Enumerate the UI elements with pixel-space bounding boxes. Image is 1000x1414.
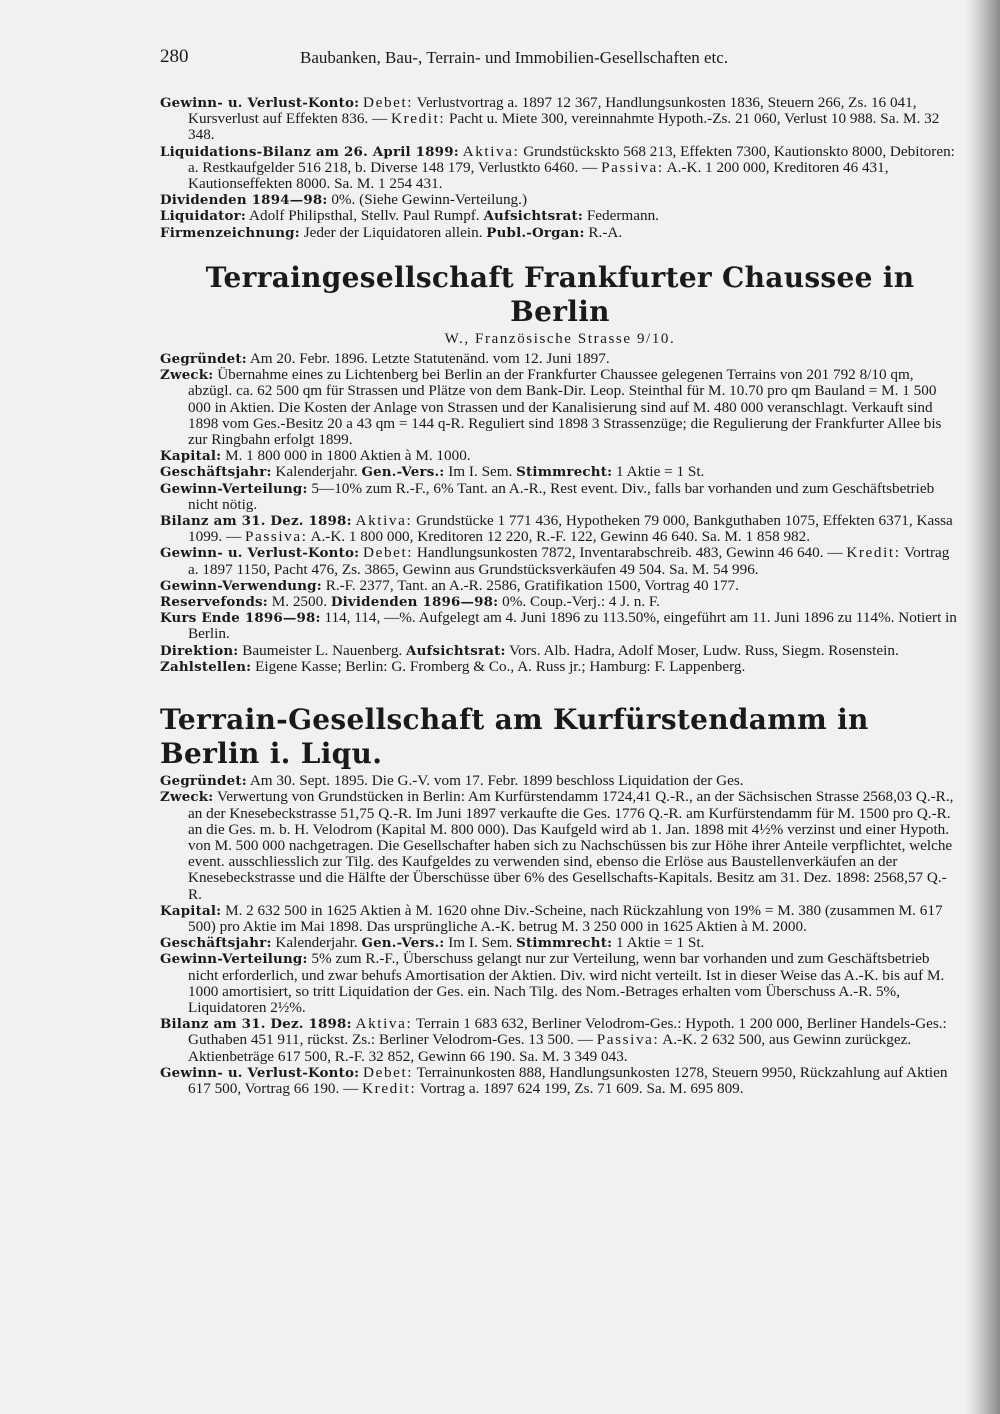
entry-dividenden: Dividenden 1894—98: 0%. (Siehe Gewinn-Verteilung.) bbox=[160, 191, 528, 209]
entry-kapital: Kapital: M. 1 800 000 in 1800 Aktien à M. 1000. bbox=[160, 447, 471, 465]
entry-zweck: Zweck: Verwertung von Grundstücken in Berlin: Am Kurfürstendamm 1724,41 Q.-R., an der Sächsischen Strasse 2568,03 Q.-R., an der Knesebeckstrasse 51,75 Q.-R. Im Juni 1897 verkaufte die Ges. 1776 Q.-R. am Kurfürstendamm für M. 1500 pro Q.-R. an die Ges. m. b. H. Velodrom (Kapital M. 800 000). Das Kaufgeld wird ab 1. Jan. 1898 mit 4½% verzinst und einer Hypoth. von M. 500 000 nachgetragen. Die Gesellschafter haben sich zu Nachschüssen bis zur Höhe ihrer Anteile verpflichtet, welche event. ausschliesslich zur Tilg. des Kaufgeldes zu verwenden sind, ebenso die Erlöse aus Baustellenverkäufen an der Knesebeckstrasse und die Hälfte der Überschüsse über 6% des Gesellschafts-Kapitals. Besitz am 31. Dez. 1898: 2568,57 Q.-R. bbox=[160, 788, 954, 903]
entry-liquidator: Liquidator: Adolf Philipsthal, Stellv. Paul Rumpf. Aufsichtsrat: Federmann. bbox=[160, 207, 659, 225]
entry-zweck: Zweck: Übernahme eines zu Lichtenberg bei Berlin an der Frankfurter Chaussee gelegenen Terrains von 201 792 8/10 qm, abzügl. ca. 62 500 qm für Strassen und Plätze von dem Bank-Dir. Leop. Steinthal für M. 10.70 pro qm Bauland = M. 1 500 000 in Aktien. Die Kosten der Anlage von Strassen und der Kanalisierung sind auf M. 480 000 veranschlagt. Verkauft sind 1898 vom Ges.-Besitz 20 a 43 qm = 144 q-R. Reguliert sind 1898 3 Strassenzüge; die Regulierung der Frankfurter Allee bis zur Ringbahn erfolgt 1899. bbox=[160, 366, 942, 449]
section-title: Terrain-Gesellschaft am Kurfürstendamm in Berlin i. Liqu. bbox=[160, 703, 869, 771]
entry-firmenzeichnung: Firmenzeichnung: Jeder der Liquidatoren allein. Publ.-Organ: R.-A. bbox=[160, 223, 623, 241]
section-address: W., Französische Strasse 9/10. bbox=[444, 330, 676, 347]
entry-kurs: Kurs Ende 1896—98: 114, 114, —%. Aufgelegt am 4. Juni 1896 zu 113.50%, eingeführt am 11. Juni 1896 zu 114%. Notiert in Berlin. bbox=[160, 609, 957, 643]
entry-geschaeftsjahr: Geschäftsjahr: Kalenderjahr. Gen.-Vers.: Im I. Sem. Stimmrecht: 1 Aktie = 1 St. bbox=[160, 934, 705, 952]
entry-gewinn-verteilung: Gewinn-Verteilung: 5% zum R.-F., Überschuss gelangt nur zur Verteilung, wenn bar vorhanden und zum Geschäftsbetrieb nicht erforderlich, und zwar behufs Amortisation der Aktien. Div. wird nicht verteilt. Ist in dieser Weise das A.-K. bis auf M. 1000 amortisiert, so tritt Liquidation der Ges. ein. Nach Tilg. des Nom.-Betrages erhalten vom Überschuss A.-R. 5%, Liquidatoren 2½%. bbox=[160, 950, 945, 1016]
entry-gegruendet: Gegründet: Am 30. Sept. 1895. Die G.-V. vom 17. Febr. 1899 beschloss Liquidation der Ges. bbox=[160, 772, 744, 790]
entry-gegruendet: Gegründet: Am 20. Febr. 1896. Letzte Statutenänd. vom 12. Juni 1897. bbox=[160, 350, 610, 368]
entry-bilanz: Bilanz am 31. Dez. 1898: Aktiva: Terrain 1 683 632, Berliner Velodrom-Ges.: Hypoth. 1 200 000, Berliner Handels-Ges.: Guthaben 451 911, rückst. Zs.: Berliner Velodrom-Ges. 13 500. — Passiva: A.-K. 2 632 500, aus Gewinn zurückgez. Aktienbeträge 617 500, R.-F. 32 852, Gewinn 66 190. Sa. M. 3 349 043. bbox=[160, 1015, 947, 1065]
section-continuation bbox=[160, 95, 960, 241]
entry-liquidations-bilanz: Liquidations-Bilanz am 26. April 1899: Aktiva: Grundstückskto 568 213, Effekten 7300, Kautionskto 8000, Debitoren: a. Restkaufgelder 516 218, b. Diverse 148 179, Verlustkto 6460. — Passiva: A.-K. 1 200 000, Kreditoren 46 431, Kautionseffekten 8000. Sa. M. 1 254 431. bbox=[160, 142, 955, 193]
entry-direktion: Direktion: Baumeister L. Nauenberg. Aufsichtsrat: Vors. Alb. Hadra, Adolf Moser, Ludw. Russ, Siegm. Rosenstein. bbox=[160, 641, 899, 659]
entry-geschaeftsjahr: Geschäftsjahr: Kalenderjahr. Gen.-Vers.: Im I. Sem. Stimmrecht: 1 Aktie = 1 St. bbox=[160, 463, 705, 481]
entry-gewinn-verwendung: Gewinn-Verwendung: R.-F. 2377, Tant. an A.-R. 2586, Gratifikation 1500, Vortrag 40 177. bbox=[160, 576, 739, 594]
section-title: Terraingesellschaft Frankfurter Chaussee in Berlin bbox=[205, 260, 915, 328]
running-title: Baubanken, Bau-, Terrain- und Immobilien-Gesellschaften etc. bbox=[300, 48, 729, 67]
entry-zahlstellen: Zahlstellen: Eigene Kasse; Berlin: G. Fromberg & Co., A. Russ jr.; Hamburg: F. Lappenberg. bbox=[160, 657, 746, 675]
entry-bilanz: Bilanz am 31. Dez. 1898: Aktiva: Grundstücke 1 771 436, Hypotheken 79 000, Bankguthaben 1075, Effekten 6371, Kassa 1099. — Passiva: A.-K. 1 800 000, Kreditoren 12 220, R.-F. 122, Gewinn 46 640. Sa. M. 1 858 982. bbox=[160, 512, 953, 546]
entry-gewinn-verlust: Gewinn- u. Verlust-Konto: Debet: Terrainunkosten 888, Handlungsunkosten 1278, Steuern 9950, Rückzahlung auf Aktien 617 500, Vortrag 66 190. — Kredit: Vortrag a. 1897 624 199, Zs. 71 609. Sa. M. 695 809. bbox=[160, 1063, 948, 1097]
entry-gewinn-verlust: Gewinn- u. Verlust-Konto: Debet: Handlungsunkosten 7872, Inventarabschreib. 483, Gewinn 46 640. — Kredit: Vortrag a. 1897 1150, Pacht 476, Zs. 3865, Gewinn aus Grundstücksverkäufen 49 504. Sa. M. 54 996. bbox=[160, 544, 950, 578]
entry-kapital: Kapital: M. 2 632 500 in 1625 Aktien à M. 1620 ohne Div.-Scheine, nach Rückzahlung von 19% = M. 380 (zusammen M. 617 500) pro Aktie im Mai 1898. Das ursprüngliche A.-K. betrug M. 3 250 000 in 1625 Aktien à M. 2000. bbox=[160, 901, 943, 935]
page-content bbox=[160, 95, 960, 1097]
page-number: 280 bbox=[160, 46, 189, 67]
entry-gewinn-verlust: Gewinn- u. Verlust-Konto: Debet: Verlustvortrag a. 1897 12 367, Handlungsunkosten 1836, Steuern 266, Zs. 16 041, Kursverlust auf Effekten 836. — Kredit: Pacht u. Miete 300, vereinnahmte Hypoth.-Zs. 21 060, Verlust 10 988. Sa. M. 32 348. bbox=[160, 94, 940, 144]
section-frankfurter-chaussee bbox=[160, 261, 960, 675]
page-edge-shadow bbox=[966, 0, 1000, 1414]
entry-reservefonds: Reservefonds: M. 2500. Dividenden 1896—98: 0%. Coup.-Verj.: 4 J. n. F. bbox=[160, 593, 660, 611]
entry-gewinn-verteilung: Gewinn-Verteilung: 5—10% zum R.-F., 6% Tant. an A.-R., Rest event. Div., falls bar vorhanden und zum Geschäftsbetrieb nicht nötig. bbox=[160, 479, 935, 513]
section-kurfuerstendamm bbox=[160, 703, 960, 1097]
